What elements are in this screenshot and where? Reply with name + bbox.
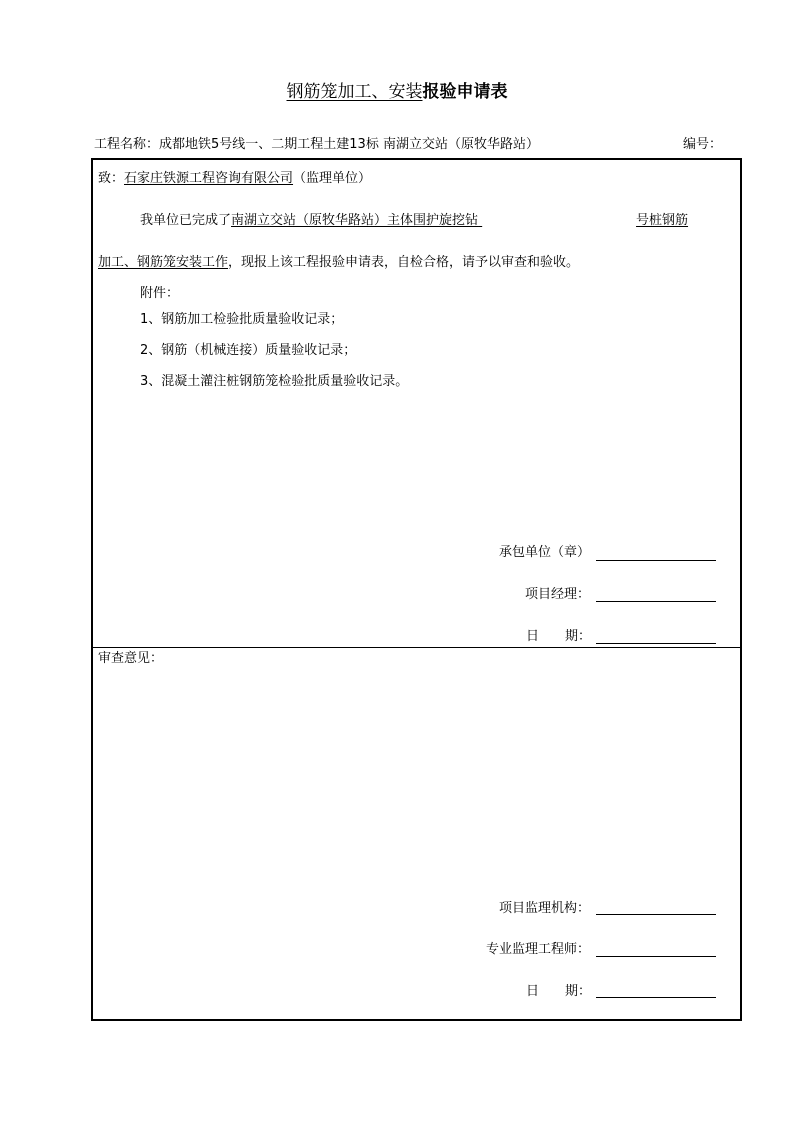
project-line: [94, 137, 539, 153]
attachment-item: 1、钢筋加工检验批质量验收记录；: [140, 312, 344, 327]
page-title: [0, 82, 794, 102]
body-prefix: 我单位已完成了: [140, 213, 232, 228]
doc-number-label: 编号：: [683, 137, 723, 152]
attachment-item: 3、混凝土灌注桩钢筋笼检验批质量验收记录。: [140, 374, 409, 389]
title-bold: 报验申请表: [422, 82, 508, 102]
supervisor-suffix: （监理单位）: [293, 171, 372, 186]
body-underlined: 南湖立交站（原牧华路站）主体围护旋挖钻: [231, 213, 479, 228]
title-underlined: 钢筋笼加工、安装: [286, 82, 423, 102]
form-frame: [91, 158, 742, 1021]
body-line-2: [98, 255, 579, 271]
supervisor-name: 石家庄铁源工程咨询有限公司: [124, 171, 294, 186]
engineer-label: 专业监理工程师：: [485, 942, 590, 957]
attachments-label: 附件：: [140, 286, 180, 301]
manager-label: 项目经理：: [524, 587, 590, 602]
body-line2-underlined: 加工、钢筋笼安装工作: [98, 255, 229, 270]
contractor-label: 承包单位（章）: [498, 545, 590, 560]
project-label: 工程名称：: [94, 137, 160, 152]
body-line2-rest: ，现报上该工程报验申请表，自检合格，请予以审查和验收。: [228, 255, 580, 270]
contractor-signature-line: [596, 560, 716, 561]
application-date-label: 日 期：: [526, 629, 592, 644]
manager-signature-line: [596, 601, 716, 602]
addressee-line: [98, 171, 371, 187]
pile-number-blank: [478, 213, 636, 229]
project-name: 成都地铁5号线一、二期工程土建13标 南湖立交站（原牧华路站）: [159, 137, 539, 152]
section-divider: [91, 647, 742, 648]
attachment-item: 2、钢筋（机械连接）质量验收记录；: [140, 343, 357, 358]
review-date-label: 日 期：: [526, 984, 592, 999]
supervision-org-line: [596, 914, 716, 915]
application-date-line: [596, 643, 716, 644]
review-opinion-label: 审查意见：: [98, 651, 164, 666]
supervision-org-label: 项目监理机构：: [498, 901, 590, 916]
to-label: 致：: [98, 171, 125, 186]
body-gap-suffix: 号桩钢筋: [636, 213, 689, 228]
body-line-1: [140, 213, 688, 229]
review-date-line: [596, 997, 716, 998]
engineer-signature-line: [596, 956, 716, 957]
